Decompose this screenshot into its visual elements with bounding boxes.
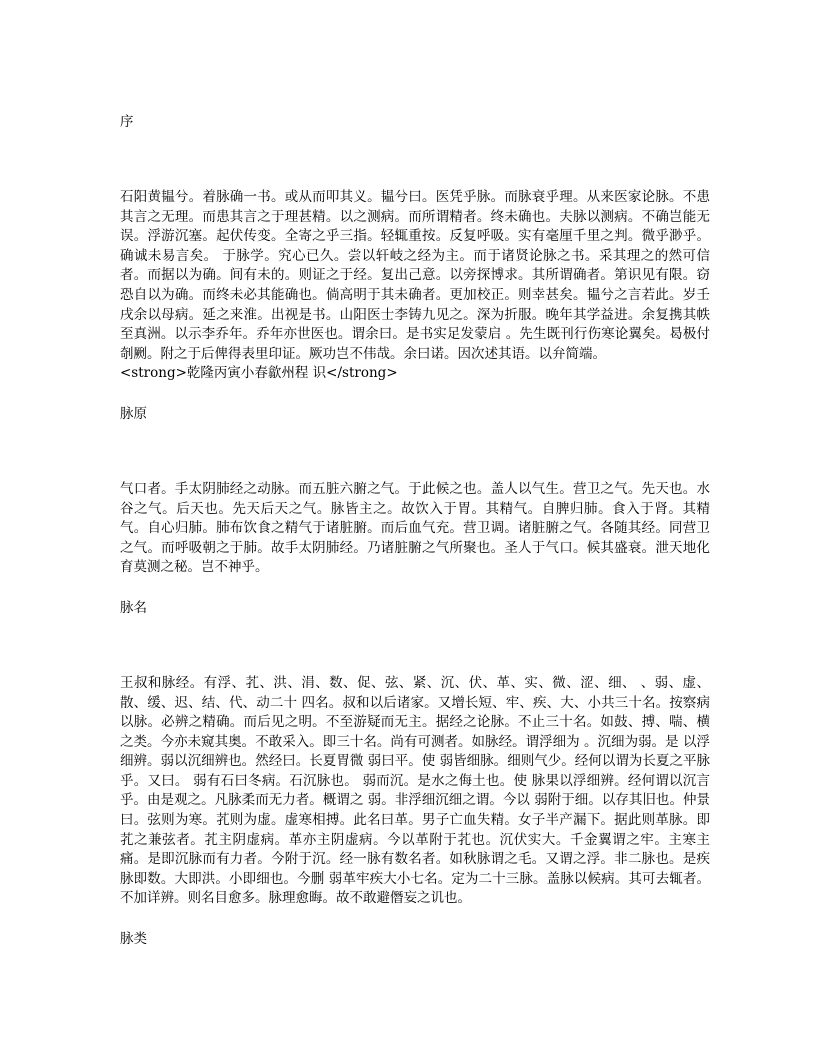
preface-paragraph: 石阳黄韫兮。着脉确一书。或从而叩其义。韫兮曰。医凭乎脉。而脉衰乎理。从来医家论脉。不患其言之无理。而患其言之于理甚精。以之测病。而所谓精者。终未确也。夫脉以测病。不确岂能无误。浮游沉塞。起伏传变。全寄之乎三指。轻辄重按。反复呼吸。实有毫厘千里之判。微乎渺乎。确诚未易言矣。 于脉学。究心已久。尝以轩岐之经为主。而于诸贤论脉之书。采其理之的然可信者。而据以为确。间有未的。则证之于经。复出己意。以旁探博求。其所谓确者。第识见有限。窃恐自以为确。而终未必其能确也。倘高明于其未确者。更加校正。则幸甚矣。韫兮之言若此。岁壬戌余以母病。延之来淮。出视是书。山阳医士李铸九见之。深为折服。晚年其学益进。余复携其帙至真洲。以示李乔年。乔年亦世医也。谓余曰。是书实足发蒙启 。先生既刊行伤寒论翼矣。曷极付剞劂。附之于后俾得表里印证。厥功岂不伟哉。余曰诺。因次述其语。以弁简端。 <box>120 189 710 362</box>
document-page <box>120 112 710 949</box>
spacer <box>120 578 710 598</box>
section-heading-pulse-types: 脉类 <box>120 931 147 948</box>
pulse-origin-paragraph: 气口者。手太阴肺经之动脉。而五脏六腑之气。于此候之也。盖人以气生。营卫之气。先天也。水谷之气。后天也。先天后天之气。脉皆主之。故饮入于胃。其精气。自脾归肺。食入于肾。其精气。自心归肺。肺布饮食之精气于诸脏腑。而后血气充。营卫调。诸脏腑之气。各随其经。同营卫之气。而呼吸朝之于肺。故手太阴肺经。乃诸脏腑之气所聚也。圣人于气口。候其盛衰。泄天地化育莫测之秘。岂不神乎。 <box>120 480 710 576</box>
spacer <box>120 384 710 404</box>
pulse-names-paragraph: 王叔和脉经。有浮、芤、洪、涓、数、促、弦、紧、沉、伏、革、实、微、涩、细、 、弱、虚、散、缓、迟、结、代、动二十 四名。叔和以后诸家。又增长短、牢、疾、大、小共三十名。按察病以脉。必辨之精确。而后见之明。不至游疑而无主。据经之论脉。不止三十名。如鼓、搏、喘、横之类。今亦未窥其奥。不敢采入。即三十名。尚有可测者。如脉经。谓浮细为 。沉细为弱。是 以浮细辨。弱以沉细辨也。然经曰。长夏胃微 弱曰平。使 弱皆细脉。细则气少。经何以谓为长夏之平脉乎。又曰。 弱有石曰冬病。石沉脉也。 弱而沉。是水之侮土也。使 脉果以浮细辨。经何谓以沉言乎。由是观之。凡脉柔而无力者。概谓之 弱。非浮细沉细之谓。今以 弱附于细。以存其旧也。仲景曰。弦则为寒。芤则为虚。虚寒相搏。此名曰革。男子亡血失精。女子半产漏下。据此则革脉。即芤之兼弦者。芤主阴虚病。革亦主阴虚病。今以革附于芤也。沉伏实大。千金翼谓之牢。主寒主痛。是即沉脉而有力者。今附于沉。经一脉有数名者。如秋脉谓之毛。又谓之浮。非二脉也。是疾脉即数。大即洪。小即细也。今删 弱革牢疾大小七名。定为二十三脉。盖脉以候病。其可去辄者。不加详辨。则名目愈多。脉理愈晦。故不敢避僭妄之讥也。 <box>120 674 710 907</box>
spacer <box>120 132 710 188</box>
spacer <box>120 909 710 929</box>
section-heading-pulse-names: 脉名 <box>120 599 147 616</box>
section-heading-pulse-origin: 脉原 <box>120 405 147 422</box>
spacer <box>120 618 710 674</box>
section-heading-preface: 序 <box>120 114 134 130</box>
spacer <box>120 424 710 480</box>
preface-signature: <strong>乾隆丙寅小春歙州程 识</strong> <box>120 365 398 382</box>
